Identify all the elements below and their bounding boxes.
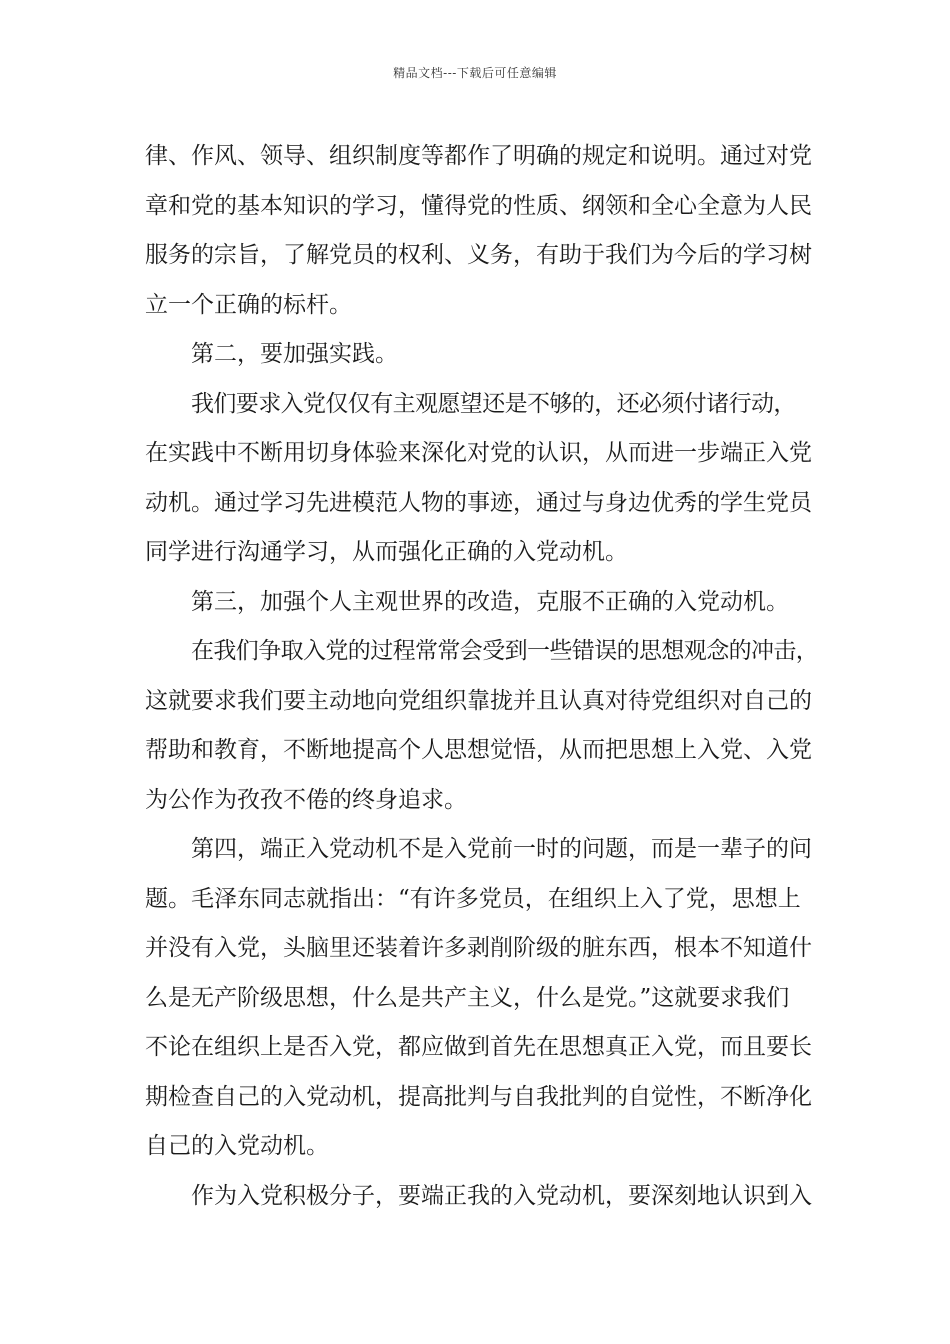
text-line: 这就要求我们要主动地向党组织靠拢并且认真对待党组织对自己的 [145, 687, 812, 714]
text-line: 服务的宗旨，了解党员的权利、义务，有助于我们为今后的学习树 [145, 242, 812, 268]
text-line: 动机。通过学习先进模范人物的事迹，通过与身边优秀的学生党员 [145, 489, 812, 516]
document-body [145, 132, 819, 1221]
text-line: 么是无产阶级思想，什么是共产主义，什么是党。”这就要求我们 [145, 984, 790, 1011]
text-line: 我们要求入党仅仅有主观愿望还是不够的，还必须付诸行动， [191, 390, 796, 417]
section-heading: 第三，加强个人主观世界的改造，克服不正确的入党动机。 [191, 588, 789, 615]
text-line: 在实践中不断用切身体验来深化对党的认识，从而进一步端正入党 [145, 440, 812, 466]
text-line: 期检查自己的入党动机，提高批判与自我批判的自觉性，不断净化 [145, 1083, 812, 1110]
section-heading: 第四，端正入党动机不是入党前一时的问题，而是一辈子的问 [191, 836, 812, 862]
text-line: 为公作为孜孜不倦的终身追求。 [145, 786, 467, 813]
text-line: 并没有入党，头脑里还装着许多剥削阶级的脏东西，根本不知道什 [145, 935, 812, 961]
text-line: 题。毛泽东同志就指出：“有许多党员，在组织上入了党，思想上 [145, 885, 801, 912]
text-line: 作为入党积极分子，要端正我的入党动机，要深刻地认识到入 [191, 1182, 812, 1209]
text-line: 律、作风、领导、组织制度等都作了明确的规定和说明。通过对党 [145, 143, 812, 169]
page-header: 精品文档---下载后可任意编辑 [393, 66, 557, 80]
text-line: 同学进行沟通学习，从而强化正确的入党动机。 [145, 539, 628, 565]
text-line: 自己的入党动机。 [145, 1133, 329, 1159]
section-heading: 第二，要加强实践。 [191, 341, 398, 367]
text-line: 章和党的基本知识的学习，懂得党的性质、纲领和全心全意为人民 [145, 192, 812, 219]
text-line: 在我们争取入党的过程常常会受到一些错误的思想观念的冲击， [191, 638, 819, 664]
text-line: 帮助和教育，不断地提高个人思想觉悟，从而把思想上入党、入党 [145, 737, 812, 763]
text-line: 不论在组织上是否入党，都应做到首先在思想真正入党，而且要长 [145, 1034, 812, 1060]
text-line: 立一个正确的标杆。 [145, 291, 352, 318]
